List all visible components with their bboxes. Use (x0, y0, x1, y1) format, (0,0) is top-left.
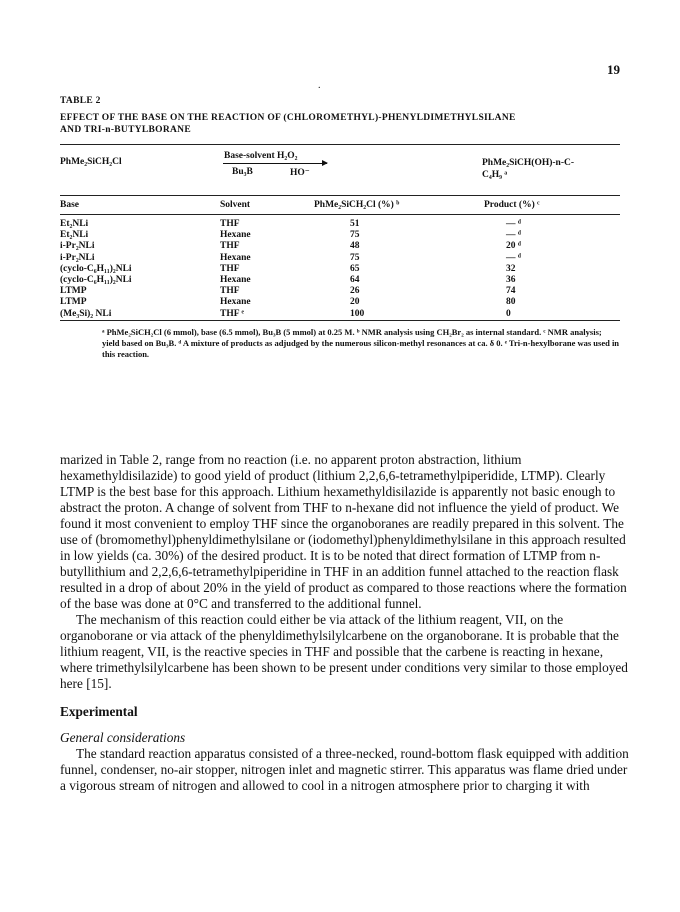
table-row (60, 253, 620, 264)
scheme-product (482, 157, 574, 181)
table-caption-line-1: EFFECT OF THE BASE ON THE REACTION OF (CHLOROMETHYL)-PHENYLDIMETHYLSILANE (60, 113, 516, 123)
table-cell: 48 (350, 241, 360, 252)
table-cell: 32 (506, 263, 516, 274)
table-footnote: ᵃ PhMe₂SiCH₂Cl (6 mmol), base (6.5 mmol), Bu₃B (5 mmol) at 0.25 M. ᵇ NMR analysis using CH₂Br₂ as internal standard. ᶜ NMR analysis; yield based on Bu₃B. ᵈ A mixture of products as adjudged by the numerous silicon-methyl resonances at ca. δ 0. ᵉ Tri-n-hexylborane was used in this reaction. (102, 326, 620, 359)
scheme-reactant: PhMe₂SiCH₂Cl (60, 157, 122, 167)
table-cell: Et₂NLi (60, 219, 89, 229)
table-caption (60, 112, 620, 136)
table-top-rule (60, 144, 620, 145)
table-row (60, 309, 620, 321)
table-cell: 64 (350, 275, 360, 286)
section-heading: Experimental (60, 704, 138, 719)
table-header-row (60, 196, 620, 215)
table-cell: 20 ᵈ (506, 241, 521, 252)
paragraph-2: The mechanism of this reaction could either be via attack of the lithium reagent, VII, on the organoborane or via attack of the phenyldimethylsilylcarbene on the organoborane. It is probable that the lithium reagent, VII, is the reactive species in THF and possible that the carbene is reacting in hexane, where trimethylsilylcarbene has been shown to be present under conditions very similar to those employed here [15]. (60, 612, 628, 691)
column-header-base: Base (60, 196, 220, 215)
table-2 (60, 96, 620, 360)
table-cell: 100 (314, 309, 484, 321)
table-cell: THF (220, 286, 240, 297)
table-cell: THF (220, 219, 240, 229)
table-cell: 51 (350, 219, 360, 229)
table-cell: i-Pr₂NLi (60, 241, 95, 252)
scheme-reagents-above: Base-solvent H₂O₂ (224, 151, 298, 161)
table-cell: — ᵈ (506, 219, 521, 229)
table-cell: 20 (350, 297, 360, 308)
table-cell: i-Pr₂NLi (60, 252, 95, 263)
table-row (60, 230, 620, 241)
table-cell: 74 (506, 286, 516, 297)
table-cell: 26 (350, 286, 360, 297)
table-row (60, 264, 620, 275)
column-header-recovered-silane: PhMe₂SiCH₂Cl (%) ᵇ (314, 196, 484, 215)
reaction-arrow-icon (223, 163, 327, 164)
table-cell: Hexane (220, 230, 251, 241)
table-row (60, 286, 620, 297)
scheme-reagent-below-2: HO⁻ (290, 168, 310, 178)
table-cell: Et₂NLi (60, 230, 89, 241)
subsection-heading: General considerations (60, 730, 186, 745)
table-cell: 75 (350, 230, 360, 241)
table-cell: (Me₃Si)₂ NLi (60, 309, 220, 321)
table-cell: Hexane (220, 275, 251, 286)
column-header-solvent: Solvent (220, 196, 314, 215)
table-cell: LTMP (60, 297, 87, 308)
table-cell: 80 (506, 297, 516, 308)
table-cell: Hexane (220, 297, 251, 308)
table-label: TABLE 2 (60, 96, 101, 106)
table-cell: — ᵈ (506, 252, 521, 263)
body-text (60, 452, 630, 794)
paragraph-1: marized in Table 2, range from no reaction (i.e. no apparent proton abstraction, lithium hexamethyldisilazide) to good yield of product (lithium 2,2,6,6-tetramethylpiperidide, LTMP). Clearly LTMP is the best base for this approach. Lithium hexamethyldisilazide is apparently not basic enough to abstract the proton. A change of solvent from THF to n-hexane did not influence the yield of product. We found it most convenient to employ THF since the organoboranes are readily prepared in this solvent. The use of (bromomethyl)phenyldimethylsilane or (iodomethyl)phenyldimethylsilane in this approach resulted in low yields (ca. 30%) of the desired product. It is to be noted that direct formation of LTMP from n-butyllithium and 2,2,6,6-tetramethylpiperidine in THF in an addition funnel attached to the reaction flask resulted in a drop of about 20% in the yield of product as compared to those reactions where the formation of the base was done at 0°C and transferred to the additional funnel. (60, 452, 627, 611)
scheme-product-line-2: C₄H₉ ᵃ (482, 170, 508, 180)
table-cell: 0 (484, 309, 620, 321)
page-mark: . (318, 80, 321, 91)
table-cell: 36 (506, 275, 516, 286)
scheme-product-line-1: PhMe₂SiCH(OH)-n-C- (482, 158, 575, 168)
paragraph-3: The standard reaction apparatus consisted of a three-necked, round-bottom flask equipped with addition funnel, condenser, no-air stopper, nitrogen inlet and magnetic stirrer. This apparatus was flame dried under a vigorous stream of nitrogen and allowed to cool in a nitrogen atmosphere prior to charging it with (60, 746, 629, 793)
table-row (60, 297, 620, 308)
column-header-product: Product (%) ᶜ (484, 196, 620, 215)
table-cell: — ᵈ (506, 230, 521, 241)
table-cell: Hexane (220, 252, 251, 263)
table-cell: (cyclo-C₆H₁₁)₂NLi (60, 263, 132, 274)
reaction-scheme (60, 149, 620, 195)
table-caption-line-2: AND TRI-n-BUTYLBORANE (60, 125, 191, 135)
page-number: 19 (607, 62, 620, 77)
scheme-reagent-below-1: Bu₃B (232, 167, 253, 177)
table-cell: (cyclo-C₆H₁₁)₂NLi (60, 275, 132, 286)
table-cell: LTMP (60, 286, 87, 297)
table-row (60, 275, 620, 286)
data-table (60, 195, 620, 321)
table-cell: THF (220, 241, 240, 252)
table-cell: THF ᵉ (220, 309, 314, 321)
table-row (60, 215, 620, 231)
table-row (60, 241, 620, 252)
table-cell: 65 (350, 263, 360, 274)
table-cell: THF (220, 263, 240, 274)
table-cell: 75 (350, 252, 360, 263)
